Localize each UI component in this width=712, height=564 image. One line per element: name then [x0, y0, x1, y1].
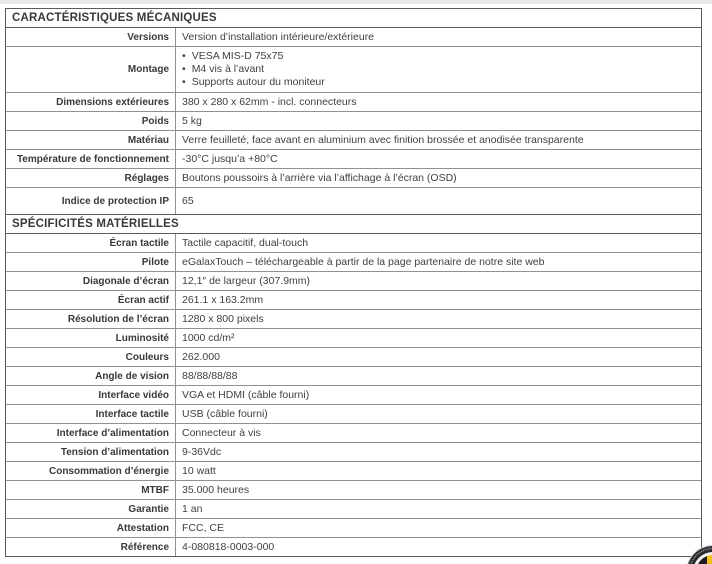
spec-value: Verre feuilleté, face avant en aluminium avec finition brossée et anodisée transparente — [182, 134, 584, 146]
spec-value: 65 — [182, 195, 194, 207]
spec-row — [6, 112, 701, 131]
top-edge-divider — [0, 0, 712, 4]
spec-row — [6, 131, 701, 150]
spec-row — [6, 443, 701, 462]
spec-row — [6, 424, 701, 443]
bullet-item: • Supports autour du moniteur — [182, 76, 325, 89]
spec-label: Garantie — [6, 500, 176, 518]
spec-row — [6, 253, 701, 272]
spec-label: Angle de vision — [6, 367, 176, 385]
bullet-item: • M4 vis à l’avant — [182, 63, 264, 76]
spec-label: Indice de protection IP — [6, 188, 176, 214]
spec-row — [6, 367, 701, 386]
spec-row — [6, 462, 701, 481]
spec-value: 262.000 — [182, 351, 220, 363]
spec-label: Luminosité — [6, 329, 176, 347]
spec-value: Version d’installation intérieure/extérieure — [182, 31, 375, 43]
spec-row — [6, 500, 701, 519]
spec-value: 380 x 280 x 62mm - incl. connecteurs — [182, 96, 357, 108]
spec-row — [6, 93, 701, 112]
spec-label: Tension d’alimentation — [6, 443, 176, 461]
spec-value: 261.1 x 163.2mm — [182, 294, 264, 306]
spec-value: VGA et HDMI (câble fourni) — [182, 389, 310, 401]
spec-label: Matériau — [6, 131, 176, 149]
spec-label: Diagonale d’écran — [6, 272, 176, 290]
bullet-item: • VESA MIS-D 75x75 — [182, 50, 283, 63]
spec-row — [6, 481, 701, 500]
spec-row — [6, 386, 701, 405]
spec-label: Écran actif — [6, 291, 176, 309]
spec-row — [6, 188, 701, 214]
spec-label: Écran tactile — [6, 234, 176, 252]
spec-value: 35.000 heures — [182, 484, 250, 496]
spec-label: MTBF — [6, 481, 176, 499]
spec-value: 10 watt — [182, 465, 216, 477]
spec-value: eGalaxTouch – téléchargeable à partir de la page partenaire de notre site web — [182, 256, 545, 268]
spec-value: 12,1″ de largeur (307.9mm) — [182, 275, 311, 287]
spec-label: Dimensions extérieures — [6, 93, 176, 111]
spec-label: Poids — [6, 112, 176, 130]
spec-value: Boutons poussoirs à l’arrière via l’affichage à l’écran (OSD) — [182, 172, 457, 184]
spec-value: 1280 x 800 pixels — [182, 313, 264, 325]
spec-row — [6, 329, 701, 348]
spec-value: 1000 cd/m² — [182, 332, 235, 344]
spec-value: 9-36Vdc — [182, 446, 222, 458]
flag-stripe — [707, 555, 712, 564]
spec-value: Tactile capacitif, dual-touch — [182, 237, 309, 249]
spec-label: Consommation d’énergie — [6, 462, 176, 480]
section-header: CARACTÉRISTIQUES MÉCANIQUES — [6, 9, 701, 28]
spec-label: Interface tactile — [6, 405, 176, 423]
spec-value: 1 an — [182, 503, 203, 515]
spec-label: Couleurs — [6, 348, 176, 366]
spec-row — [6, 272, 701, 291]
spec-row — [6, 234, 701, 253]
spec-row — [6, 310, 701, 329]
spec-value: Connecteur à vis — [182, 427, 261, 439]
spec-label: Attestation — [6, 519, 176, 537]
spec-label: Résolution de l’écran — [6, 310, 176, 328]
spec-value: 88/88/88/88 — [182, 370, 238, 382]
spec-label: Montage — [6, 47, 176, 92]
spec-label: Interface d’alimentation — [6, 424, 176, 442]
spec-row — [6, 519, 701, 538]
spec-label: Versions — [6, 28, 176, 46]
spec-row — [6, 291, 701, 310]
spec-row — [6, 405, 701, 424]
spec-label: Réglages — [6, 169, 176, 187]
spec-value: 5 kg — [182, 115, 202, 127]
spec-row — [6, 348, 701, 367]
spec-label: Pilote — [6, 253, 176, 271]
spec-row — [6, 538, 701, 556]
spec-row — [6, 169, 701, 188]
spec-label: Référence — [6, 538, 176, 556]
spec-value: -30°C jusqu’a +80°C — [182, 153, 278, 165]
spec-label: Température de fonctionnement — [6, 150, 176, 168]
spec-value: FCC, CE — [182, 522, 224, 534]
spec-row — [6, 47, 701, 93]
spec-row — [6, 28, 701, 47]
spec-value: USB (câble fourni) — [182, 408, 268, 420]
spec-value: 4-080818-0003-000 — [182, 541, 275, 553]
spec-value — [176, 47, 701, 92]
spec-table — [5, 8, 702, 557]
spec-row — [6, 150, 701, 169]
section-header: SPÉCIFICITÉS MATÉRIELLES — [6, 214, 701, 234]
spec-label: Interface vidéo — [6, 386, 176, 404]
